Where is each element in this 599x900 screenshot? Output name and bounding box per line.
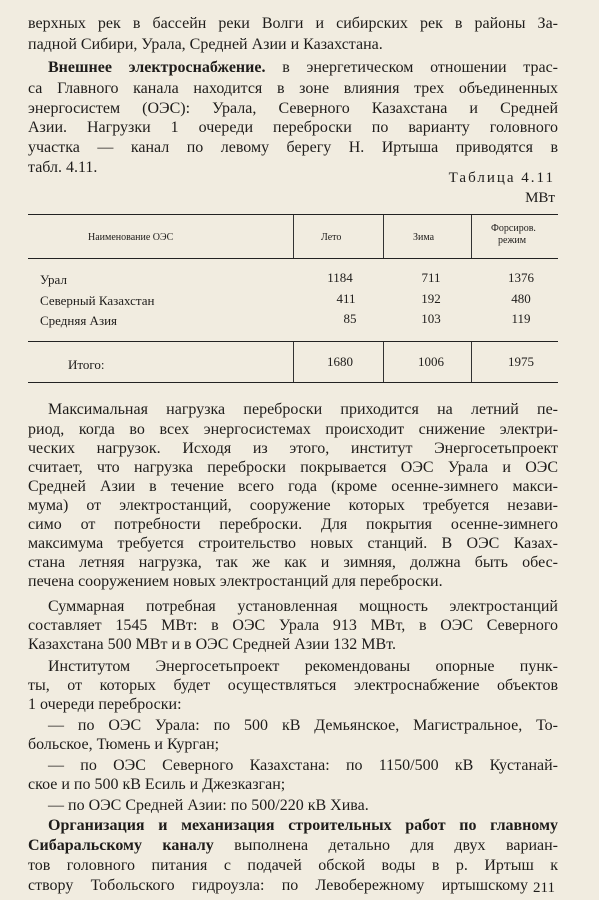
text-line: стана летняя нагрузка, так же как и зимняя, должна быть обес-	[28, 554, 558, 571]
column-divider	[383, 215, 384, 258]
row-value-winter: 711	[421, 270, 441, 285]
total-value-forced: 1975	[508, 354, 534, 369]
text-line: мума) от электростанций, сооружение которых требуется незави-	[28, 497, 558, 514]
text-line: табл. 4.11.	[28, 159, 98, 176]
table-rule-header	[28, 258, 558, 259]
row-name: Урал	[40, 272, 67, 287]
text-line: верхных рек в бассейн реки Волги и сибирских рек в районы За-	[28, 15, 558, 32]
text-line: максимума требуется строительство новых станций. В ОЭС Казах-	[28, 535, 558, 552]
column-divider	[293, 342, 294, 382]
row-name: Средняя Азия	[40, 313, 118, 328]
row-value-forced: 119	[511, 311, 531, 326]
text-line: печена сооружением новых электростанций для переброски.	[28, 573, 443, 590]
row-value-winter: 103	[421, 311, 441, 326]
total-label: Итого:	[68, 357, 105, 372]
text-line: Максимальная нагрузка переброски приходится на летний пе-	[48, 401, 558, 418]
text-line: больское, Тюмень и Курган;	[28, 736, 220, 753]
text-line: симо от потребности переброски. Для покрытия осенне-зимнего	[28, 516, 558, 533]
column-header-summer: Лето	[321, 232, 342, 243]
text-line-heading	[48, 58, 558, 77]
list-item: — по ОЭС Урала: по 500 кВ Демьянское, Магистральное, То-	[48, 717, 558, 734]
row-value-summer: 411	[336, 291, 356, 306]
text-line: тов головного питания с подачей обской воды в р. Иртыш к	[28, 857, 558, 874]
data-table	[28, 210, 558, 385]
text-line: ты, от которых будет осуществляться электроснабжение объектов	[28, 677, 558, 694]
page-number: 211	[533, 880, 555, 896]
row-value-summer: 85	[343, 311, 357, 326]
text-fragment: в энергетическом отношении трас-	[282, 59, 559, 76]
column-divider	[293, 215, 294, 258]
row-name: Северный Казахстан	[40, 293, 155, 308]
text-line: составляет 1545 МВт: в ОЭС Урала 913 МВт, в ОЭС Северного	[28, 617, 558, 634]
total-value-summer: 1680	[327, 354, 353, 369]
text-line: ческих нагрузок. Исходя из этого, институт Энергосетьпроект	[28, 440, 558, 457]
text-line: Институтом Энергосетьпроект рекомендованы опорные пунк-	[48, 658, 558, 675]
row-value-forced: 1376	[508, 270, 534, 285]
text-line: Суммарная потребная установленная мощность электростанций	[48, 598, 558, 615]
text-line: Азии. Нагрузки 1 очереди переброски по варианту головного	[28, 119, 558, 136]
column-header-mode: режим	[498, 235, 527, 246]
text-line: участка — канал по левому берегу Н. Иртыша приводятся в	[28, 139, 558, 156]
column-divider	[471, 215, 472, 258]
list-item: — по ОЭС Средней Азии: по 500/220 кВ Хива.	[48, 797, 369, 814]
text-line: створу Тобольского гидроузла: по Левобережному иртышскому	[28, 877, 528, 894]
row-value-summer: 1184	[327, 270, 353, 285]
text-line: ское и по 500 кВ Есиль и Джезказган;	[28, 776, 286, 793]
text-line: Средней Азии в течение всего года (кроме осенне-зимнего макси-	[28, 478, 558, 495]
table-unit: МВт	[525, 190, 555, 206]
text-fragment: выполнена детально для двух вариан-	[234, 837, 558, 854]
total-value-winter: 1006	[418, 354, 444, 369]
table-caption: Таблица 4.11	[448, 170, 555, 186]
column-divider	[471, 342, 472, 382]
list-item: — по ОЭС Северного Казахстана: по 1150/500 кВ Кустанай-	[48, 757, 558, 774]
bold-heading-line: Организация и механизация строительных работ по главному	[48, 817, 558, 834]
text-line: падной Сибири, Урала, Средней Азии и Казахстана.	[28, 36, 383, 53]
bold-heading-fragment: Сибаральскому каналу	[28, 837, 214, 854]
column-header-winter: Зима	[413, 232, 435, 243]
text-line: 1 очереди переброски:	[28, 696, 182, 713]
column-header-name: Наименование ОЭС	[88, 232, 174, 243]
text-line-heading	[28, 836, 558, 855]
column-header-forced: Форсиров.	[491, 223, 536, 234]
text-line: риод, когда во всех энергосистемах происходит снижение электри-	[28, 421, 558, 438]
table-rule-bottom	[28, 382, 558, 383]
text-line: са Главного канала находится в зоне влияния трех объединенных	[28, 80, 558, 97]
text-line: считает, что нагрузка переброски покрывается ОЭС Урала и ОЭС	[28, 459, 558, 476]
text-line: энергосистем (ОЭС): Урала, Северного Казахстана и Средней	[28, 100, 558, 117]
section-heading: Внешнее электроснабжение.	[48, 59, 266, 76]
column-divider	[383, 342, 384, 382]
text-line: Казахстана 500 МВт и в ОЭС Средней Азии 132 МВт.	[28, 636, 396, 653]
row-value-winter: 192	[421, 291, 441, 306]
row-value-forced: 480	[511, 291, 531, 306]
